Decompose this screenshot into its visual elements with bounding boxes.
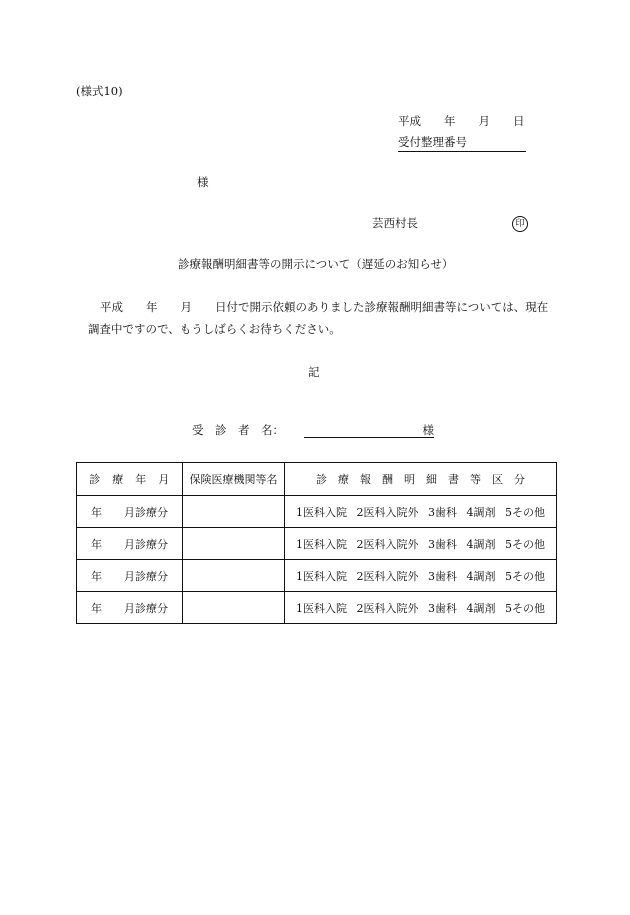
date-line: 平成 年 月 日 (398, 114, 525, 128)
notice-body: 平成 年 月 日付で開示依頼のありました診療報酬明細書等については、現在調査中ですので、もうしばらくお待ちください。 (88, 300, 549, 336)
category-option[interactable]: 3歯科 (428, 569, 457, 583)
category-option[interactable]: 5その他 (505, 569, 545, 583)
category-option[interactable]: 1医科入院 (296, 537, 347, 551)
institution-cell[interactable] (183, 592, 285, 624)
category-option[interactable]: 4調剤 (466, 505, 496, 519)
category-cell[interactable] (285, 528, 557, 560)
month-cell[interactable]: 年 月診療分 (77, 528, 183, 560)
category-option[interactable]: 1医科入院 (296, 569, 347, 583)
seal-mark: 印 (512, 216, 528, 232)
category-option[interactable]: 5その他 (505, 537, 545, 551)
ki-heading: 記 (308, 365, 320, 379)
month-cell[interactable]: 年 月診療分 (77, 496, 183, 528)
category-option[interactable]: 1医科入院 (296, 505, 347, 519)
category-option[interactable]: 4調剤 (466, 601, 496, 615)
notice-title: 診療報酬明細書等の開示について（遅延のお知らせ） (178, 257, 454, 271)
institution-cell[interactable] (183, 560, 285, 592)
header-category: 診 療 報 酬 明 細 書 等 区 分 (285, 463, 557, 496)
table-row (77, 528, 557, 560)
table-row (77, 496, 557, 528)
category-option[interactable]: 2医科入院外 (356, 537, 419, 551)
sender-name: 芸西村長 (372, 216, 418, 230)
category-option[interactable]: 4調剤 (466, 569, 496, 583)
category-option[interactable]: 2医科入院外 (356, 601, 419, 615)
category-option[interactable]: 5その他 (505, 505, 545, 519)
form-number: (様式10) (76, 84, 123, 98)
receipt-number-field[interactable] (398, 137, 526, 152)
category-option[interactable]: 2医科入院外 (356, 505, 419, 519)
month-cell[interactable]: 年 月診療分 (77, 560, 183, 592)
receipt-number-label: 受付整理番号 (398, 135, 467, 149)
month-cell[interactable]: 年 月診療分 (77, 592, 183, 624)
claims-table (76, 462, 557, 624)
addressee-suffix: 様 (197, 175, 209, 189)
category-option[interactable]: 1医科入院 (296, 601, 347, 615)
category-option[interactable]: 5その他 (505, 601, 545, 615)
patient-suffix: 様 (422, 423, 434, 437)
category-option[interactable]: 3歯科 (428, 601, 457, 615)
category-cell[interactable] (285, 560, 557, 592)
institution-cell[interactable] (183, 528, 285, 560)
category-cell[interactable] (285, 592, 557, 624)
category-option[interactable]: 2医科入院外 (356, 569, 419, 583)
patient-label: 受 診 者 名： (192, 423, 284, 437)
table-row (77, 560, 557, 592)
category-cell[interactable] (285, 496, 557, 528)
header-month: 診 療 年 月 (77, 463, 183, 496)
category-option[interactable]: 3歯科 (428, 537, 457, 551)
patient-name-field[interactable] (304, 425, 434, 438)
category-option[interactable]: 3歯科 (428, 505, 457, 519)
table-header-row (77, 463, 557, 496)
institution-cell[interactable] (183, 496, 285, 528)
header-institution: 保険医療機関等名 (183, 463, 285, 496)
category-option[interactable]: 4調剤 (466, 537, 496, 551)
table-row (77, 592, 557, 624)
